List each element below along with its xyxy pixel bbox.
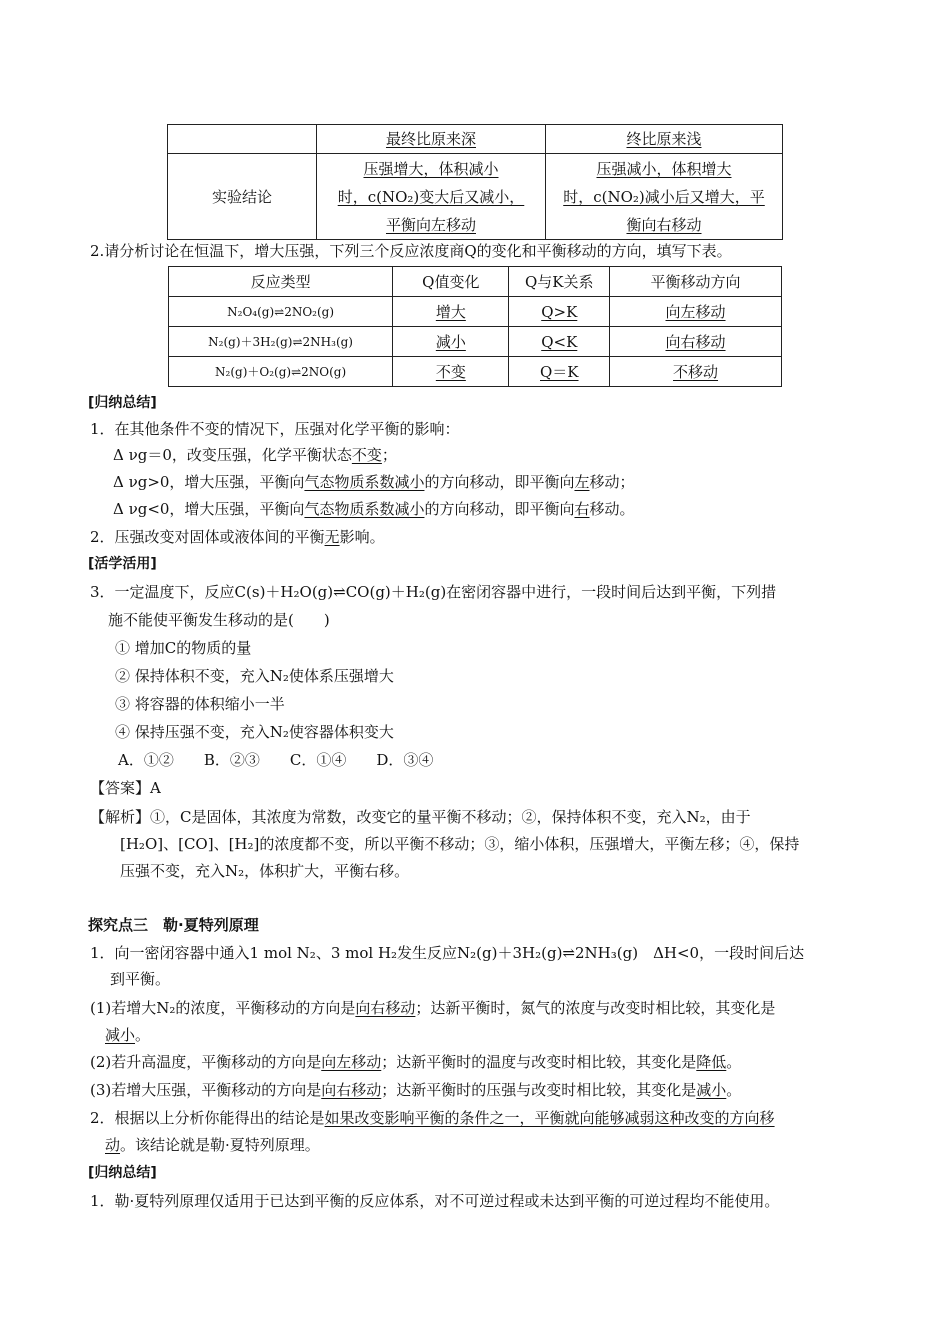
table1-row-label: 实验结论 <box>168 154 317 240</box>
option-3: ③ 将容器的体积缩小一半 <box>115 695 285 713</box>
section3-p2: 2．根据以上分析你能得出的结论是如果改变影响平衡的条件之一，平衡就向能够减弱这种改变的方向移 <box>90 1109 775 1127</box>
question-2: 2.请分析讨论在恒温下，增大压强，下列三个反应浓度商Q的变化和平衡移动的方向，填写下表。 <box>90 242 732 260</box>
section3-s1-cont: 减小。 <box>105 1026 151 1044</box>
option-1: ① 增加C的物质的量 <box>115 639 252 657</box>
qk-cell: Q＝K <box>509 357 610 387</box>
summary-heading: [归纳总结] <box>88 395 157 411</box>
table2-header-qk: Q与K关系 <box>509 267 610 297</box>
table2-header-direction: 平衡移动方向 <box>610 267 782 297</box>
summary-l3: Δ νg<0，增大压强，平衡向气态物质系数减小的方向移动，即平衡向右移动。 <box>113 500 635 518</box>
summary2-l1: 1．勒·夏特列原理仅适用于已达到平衡的反应体系，对不可逆过程或未达到平衡的可逆过程均不能使用。 <box>90 1192 780 1210</box>
option-2: ② 保持体积不变，充入N₂使体系压强增大 <box>115 667 394 685</box>
reaction-cell: N₂O₄(g)⇌2NO₂(g) <box>169 297 393 327</box>
section3-s2: (2)若升高温度，平衡移动的方向是向左移动；达新平衡时的温度与改变时相比较，其变化是降低。 <box>90 1053 742 1071</box>
answer-choices: A．①② B．②③ C．①④ D．③④ <box>118 751 434 769</box>
section3-p2-cont: 动。该结论就是勒·夏特列原理。 <box>105 1136 320 1154</box>
analysis-line1: 【解析】①，C是固体，其浓度为常数，改变它的量平衡不移动；②，保持体积不变，充入N₂，由于 <box>90 808 751 826</box>
section-title: 探究点三 勒·夏特列原理 <box>88 916 259 934</box>
analysis-line2: [H₂O]、[CO]、[H₂]的浓度都不变，所以平衡不移动；③，缩小体积，压强增大，平衡左移；④，保持 <box>120 835 800 853</box>
direction-cell: 向左移动 <box>610 297 782 327</box>
summary-p1: 1．在其他条件不变的情况下，压强对化学平衡的影响： <box>90 420 460 438</box>
direction-cell: 向右移动 <box>610 327 782 357</box>
summary2-heading: [归纳总结] <box>88 1165 157 1181</box>
table1-header-col2: 终比原来浅 <box>546 125 783 154</box>
section3-p1-line2: 到平衡。 <box>110 970 171 988</box>
question-3-line1: 3．一定温度下，反应C(s)＋H₂O(g)⇌CO(g)＋H₂(g)在密闭容器中进行，一段时间后达到平衡，下列措 <box>90 583 777 601</box>
qk-cell: Q>K <box>509 297 610 327</box>
pressure-table <box>168 266 782 387</box>
section3-s3: (3)若增大压强，平衡移动的方向是向右移动；达新平衡时的压强与改变时相比较，其变化是减小。 <box>90 1081 742 1099</box>
q-change-cell: 不变 <box>393 357 509 387</box>
summary-l2: Δ νg>0，增大压强，平衡向气态物质系数减小的方向移动，即平衡向左移动； <box>113 473 635 491</box>
table1-header-col1: 最终比原来深 <box>317 125 546 154</box>
q-change-cell: 增大 <box>393 297 509 327</box>
analysis-line3: 压强不变，充入N₂，体积扩大，平衡右移。 <box>120 862 410 880</box>
summary-p2: 2．压强改变对固体或液体间的平衡无影响。 <box>90 528 385 546</box>
section3-s1: (1)若增大N₂的浓度，平衡移动的方向是向右移动；达新平衡时，氮气的浓度与改变时相比较，其变化是 <box>90 999 776 1017</box>
reaction-cell: N₂(g)＋O₂(g)⇌2NO(g) <box>169 357 393 387</box>
table1-cell-col1: 压强增大，体积减小 时，c(NO₂)变大后又减小， 平衡向左移动 <box>317 154 546 240</box>
table-row <box>169 297 782 327</box>
answer: 【答案】A <box>90 779 161 797</box>
direction-cell: 不移动 <box>610 357 782 387</box>
table1-header-empty <box>168 125 317 154</box>
section3-p1-line1: 1．向一密闭容器中通入1 mol N₂、3 mol H₂发生反应N₂(g)＋3H₂(g)⇌2NH₃(g) ΔH<0，一段时间后达 <box>90 944 805 962</box>
question-3-line2: 施不能使平衡发生移动的是( ) <box>108 611 330 629</box>
table2-header-q: Q值变化 <box>393 267 509 297</box>
reaction-cell: N₂(g)＋3H₂(g)⇌2NH₃(g) <box>169 327 393 357</box>
q-change-cell: 减小 <box>393 327 509 357</box>
summary-l1: Δ νg＝0，改变压强，化学平衡状态不变； <box>113 446 397 464</box>
practice-heading: [活学活用] <box>88 556 157 572</box>
option-4: ④ 保持压强不变，充入N₂使容器体积变大 <box>115 723 394 741</box>
experiment-table <box>167 124 783 240</box>
table1-cell-col2: 压强减小，体积增大 时，c(NO₂)减小后又增大，平 衡向右移动 <box>546 154 783 240</box>
table-row <box>169 327 782 357</box>
table-row <box>169 357 782 387</box>
table2-header-type: 反应类型 <box>169 267 393 297</box>
qk-cell: Q<K <box>509 327 610 357</box>
